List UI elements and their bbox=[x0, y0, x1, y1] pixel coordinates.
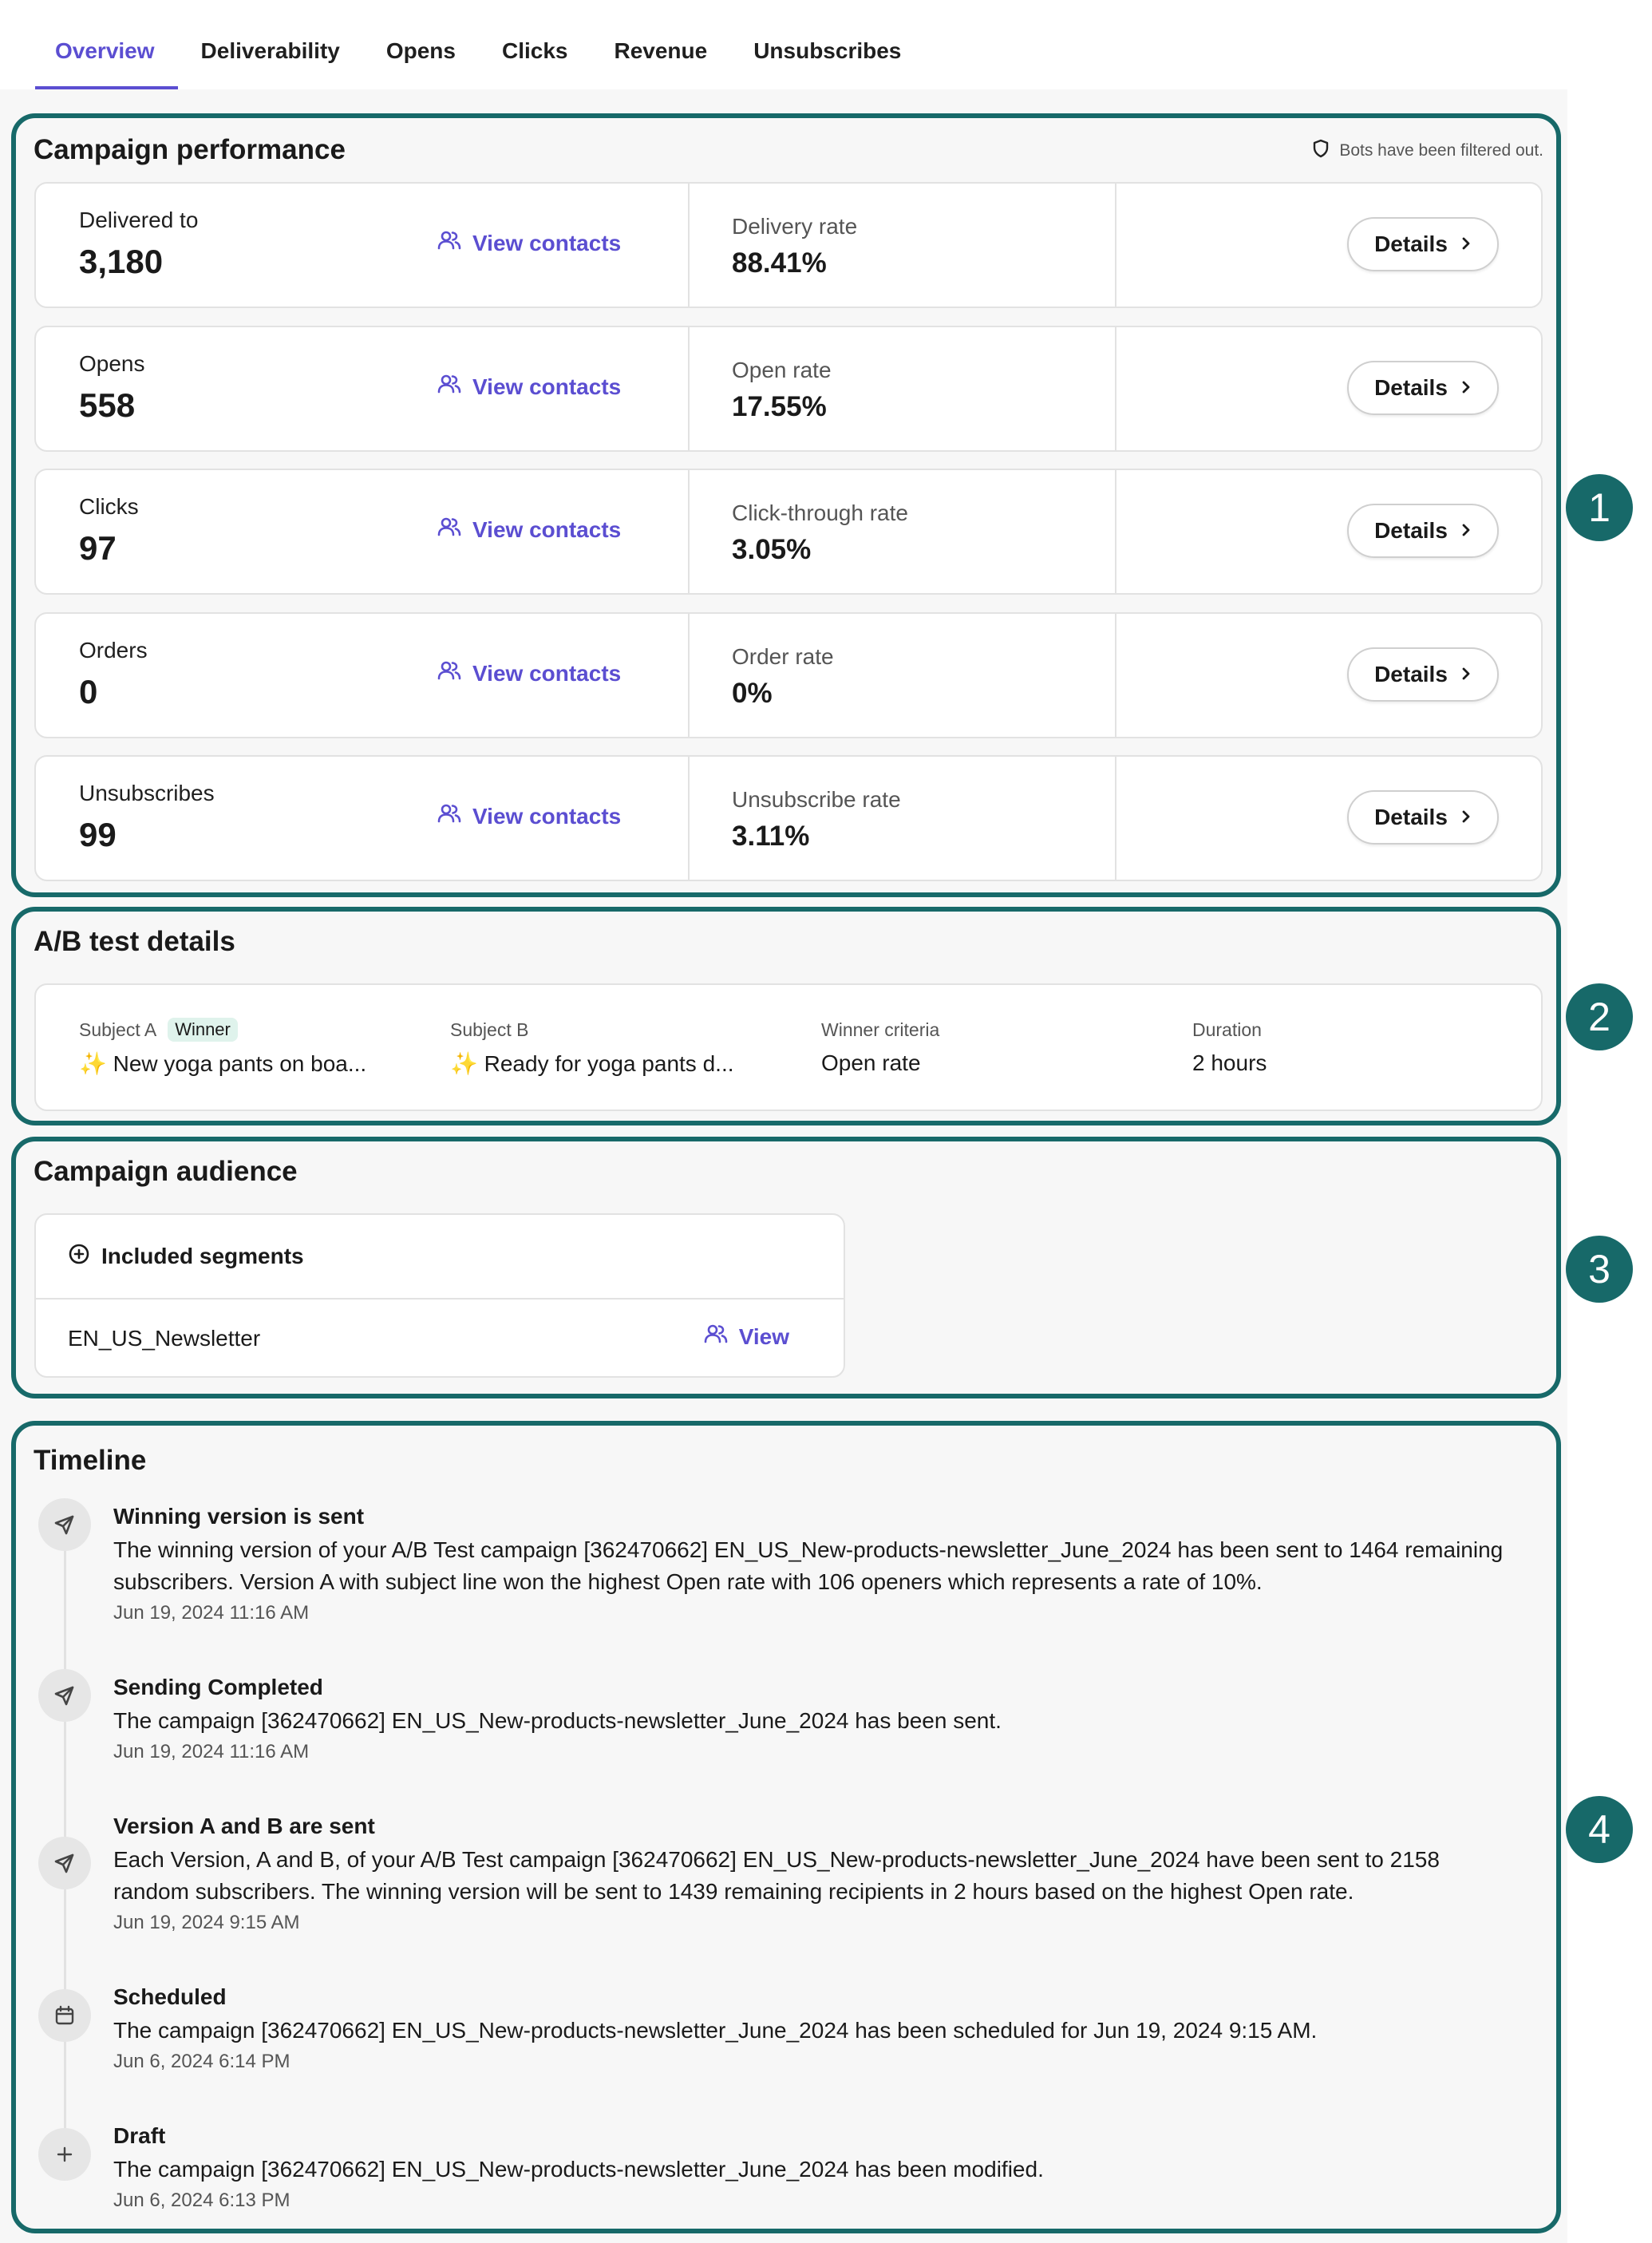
tab-unsubscribes[interactable]: Unsubscribes bbox=[753, 38, 902, 63]
timeline-event-timestamp: Jun 19, 2024 9:15 AM bbox=[113, 1912, 300, 1933]
view-contacts-link[interactable] bbox=[437, 516, 621, 543]
view-contacts-link[interactable] bbox=[437, 803, 621, 829]
rate-label: Click-through rate bbox=[732, 500, 908, 525]
timeline-event-description: The campaign [362470662] EN_US_New-products-newsletter_June_2024 has been modified. bbox=[113, 2157, 1044, 2182]
metric-value: 558 bbox=[79, 386, 136, 424]
chevron-right-icon bbox=[1460, 375, 1472, 401]
ab-test-card bbox=[34, 983, 1543, 1111]
row-divider bbox=[688, 757, 690, 880]
segment-name: EN_US_Newsletter bbox=[68, 1326, 261, 1351]
winner-criteria-value: Open rate bbox=[821, 1050, 921, 1075]
details-button[interactable] bbox=[1347, 790, 1499, 845]
timeline-event-description: Each Version, A and B, of your A/B Test campaign [362470662] EN_US_New-products-newsletter_June_2024 have been sent to 2158 random subscribers. The winning version will be sent to 1439 remaining recipients in 2 hours based on the highest Open rate. bbox=[113, 1847, 1440, 1904]
metric-value: 3,180 bbox=[79, 243, 164, 280]
duration-label: Duration bbox=[1192, 1019, 1262, 1040]
timeline-event-description: The campaign [362470662] EN_US_New-products-newsletter_June_2024 has been sent. bbox=[113, 1708, 1002, 1733]
timeline-event bbox=[113, 1501, 1518, 1627]
view-contacts-link[interactable] bbox=[437, 374, 621, 400]
chevron-right-icon bbox=[1460, 662, 1472, 687]
metric-label: Opens bbox=[79, 351, 145, 376]
ab-test-title: A/B test details bbox=[34, 926, 235, 957]
details-label: Details bbox=[1374, 662, 1448, 686]
details-button[interactable] bbox=[1347, 504, 1499, 558]
details-label: Details bbox=[1374, 805, 1448, 829]
users-icon bbox=[704, 1323, 728, 1350]
details-label: Details bbox=[1374, 518, 1448, 543]
chevron-right-icon bbox=[1460, 805, 1472, 830]
send-icon bbox=[38, 1837, 91, 1889]
row-divider bbox=[688, 470, 690, 593]
rate-value: 88.41% bbox=[732, 247, 827, 279]
row-divider bbox=[688, 614, 690, 737]
send-icon bbox=[38, 1498, 91, 1551]
metric-row-clicks bbox=[34, 469, 1543, 595]
view-contacts-label: View contacts bbox=[472, 230, 622, 255]
view-contacts-label: View contacts bbox=[472, 803, 622, 829]
metric-label: Clicks bbox=[79, 494, 139, 519]
details-button[interactable] bbox=[1347, 361, 1499, 415]
timeline-event-timestamp: Jun 6, 2024 6:13 PM bbox=[113, 2190, 290, 2211]
timeline-event-title: Sending Completed bbox=[113, 1675, 323, 1699]
winner-criteria-label: Winner criteria bbox=[821, 1019, 940, 1040]
included-segments-label: Included segments bbox=[101, 1244, 304, 1268]
rate-value: 17.55% bbox=[732, 391, 827, 422]
timeline-event bbox=[113, 1671, 1518, 1766]
rate-value: 3.05% bbox=[732, 534, 812, 565]
users-icon bbox=[437, 803, 461, 829]
view-contacts-label: View contacts bbox=[472, 516, 622, 542]
annotation-badge-4: 4 bbox=[1566, 1796, 1633, 1863]
subject-a-column bbox=[79, 1017, 366, 1077]
timeline-event-description: The winning version of your A/B Test campaign [362470662] EN_US_New-products-newsletter_June_2024 has been sent to 1464 remaining subscribers. Version A with subject line won the highest Open rate with 106 openers which represents a rate of 10%. bbox=[113, 1537, 1504, 1594]
tab-revenue[interactable]: Revenue bbox=[614, 38, 708, 63]
metric-value: 99 bbox=[79, 816, 117, 853]
timeline-event-description: The campaign [362470662] EN_US_New-products-newsletter_June_2024 has been scheduled for Jun 19, 2024 9:15 AM. bbox=[113, 2018, 1318, 2043]
tab-opens[interactable]: Opens bbox=[385, 38, 456, 63]
users-icon bbox=[437, 230, 461, 256]
included-segments-card bbox=[34, 1213, 845, 1378]
view-contacts-link[interactable] bbox=[437, 660, 621, 686]
timeline-event bbox=[113, 1981, 1518, 2075]
subject-a-label: Subject A bbox=[79, 1019, 157, 1040]
details-label: Details bbox=[1374, 375, 1448, 400]
subject-a-value: ✨ New yoga pants on boa... bbox=[79, 1051, 367, 1076]
annotation-badge-1: 1 bbox=[1566, 474, 1633, 541]
duration-column bbox=[1192, 1017, 1267, 1076]
bots-filtered-text: Bots have been filtered out. bbox=[1339, 141, 1543, 160]
row-divider bbox=[1115, 757, 1116, 880]
duration-value: 2 hours bbox=[1192, 1050, 1267, 1075]
metric-row-delivered-to bbox=[34, 182, 1543, 308]
row-divider bbox=[1115, 470, 1116, 593]
details-label: Details bbox=[1374, 231, 1448, 256]
subject-b-label: Subject B bbox=[450, 1019, 529, 1040]
row-divider bbox=[1115, 327, 1116, 450]
users-icon bbox=[437, 374, 461, 400]
metric-value: 0 bbox=[79, 673, 98, 710]
shield-icon bbox=[1312, 139, 1330, 163]
timeline-title: Timeline bbox=[34, 1445, 147, 1476]
users-icon bbox=[437, 660, 461, 686]
timeline-event-title: Draft bbox=[113, 2123, 166, 2148]
winner-criteria-column bbox=[821, 1017, 939, 1076]
rate-value: 3.11% bbox=[732, 821, 810, 852]
chevron-right-icon bbox=[1460, 231, 1472, 257]
send-icon bbox=[38, 1669, 91, 1722]
metric-row-opens bbox=[34, 326, 1543, 452]
row-divider bbox=[688, 184, 690, 307]
metric-label: Unsubscribes bbox=[79, 781, 215, 805]
timeline-event bbox=[113, 1810, 1518, 1936]
rate-label: Unsubscribe rate bbox=[732, 787, 901, 812]
view-contacts-link[interactable] bbox=[437, 230, 621, 256]
view-contacts-label: View contacts bbox=[472, 660, 622, 686]
timeline-event-timestamp: Jun 6, 2024 6:14 PM bbox=[113, 2051, 290, 2072]
timeline-event-title: Version A and B are sent bbox=[113, 1814, 375, 1838]
annotation-badge-3: 3 bbox=[1566, 1236, 1633, 1303]
rate-value: 0% bbox=[732, 678, 773, 709]
plus-circle-icon bbox=[68, 1243, 90, 1271]
timeline-event-timestamp: Jun 19, 2024 11:16 AM bbox=[113, 1602, 310, 1624]
details-button[interactable] bbox=[1347, 647, 1499, 702]
metric-value: 97 bbox=[79, 529, 117, 567]
metric-label: Orders bbox=[79, 638, 148, 663]
view-segment-label: View bbox=[738, 1323, 789, 1349]
metric-row-unsubscribes bbox=[34, 755, 1543, 881]
timeline-event-timestamp: Jun 19, 2024 11:16 AM bbox=[113, 1741, 310, 1762]
rate-label: Delivery rate bbox=[732, 214, 858, 239]
calendar-icon bbox=[38, 1989, 91, 2042]
report-tabs bbox=[32, 0, 924, 89]
timeline-event bbox=[113, 2120, 1518, 2214]
row-divider bbox=[1115, 614, 1116, 737]
chevron-right-icon bbox=[1460, 518, 1472, 544]
winner-badge: Winner bbox=[168, 1018, 238, 1042]
metric-label: Delivered to bbox=[79, 208, 199, 232]
audience-title: Campaign audience bbox=[34, 1156, 298, 1187]
metric-row-orders bbox=[34, 612, 1543, 738]
tab-clicks[interactable]: Clicks bbox=[501, 38, 568, 63]
details-button[interactable] bbox=[1347, 217, 1499, 271]
view-contacts-label: View contacts bbox=[472, 374, 622, 399]
plus-icon bbox=[38, 2128, 91, 2181]
subject-b-value: ✨ Ready for yoga pants d... bbox=[450, 1051, 734, 1076]
tab-deliverability[interactable]: Deliverability bbox=[200, 38, 340, 63]
timeline-event-title: Winning version is sent bbox=[113, 1504, 365, 1529]
view-segment-button[interactable] bbox=[704, 1323, 789, 1350]
included-segments-header bbox=[36, 1215, 844, 1300]
annotation-badge-2: 2 bbox=[1566, 983, 1633, 1050]
timeline-event-title: Scheduled bbox=[113, 1984, 227, 2009]
bots-filtered-note bbox=[1312, 139, 1543, 163]
rate-label: Open rate bbox=[732, 358, 832, 382]
rate-label: Order rate bbox=[732, 644, 834, 669]
row-divider bbox=[688, 327, 690, 450]
performance-title: Campaign performance bbox=[34, 134, 346, 165]
subject-b-column bbox=[450, 1017, 734, 1077]
tab-overview[interactable]: Overview bbox=[32, 0, 178, 89]
users-icon bbox=[437, 516, 461, 543]
row-divider bbox=[1115, 184, 1116, 307]
